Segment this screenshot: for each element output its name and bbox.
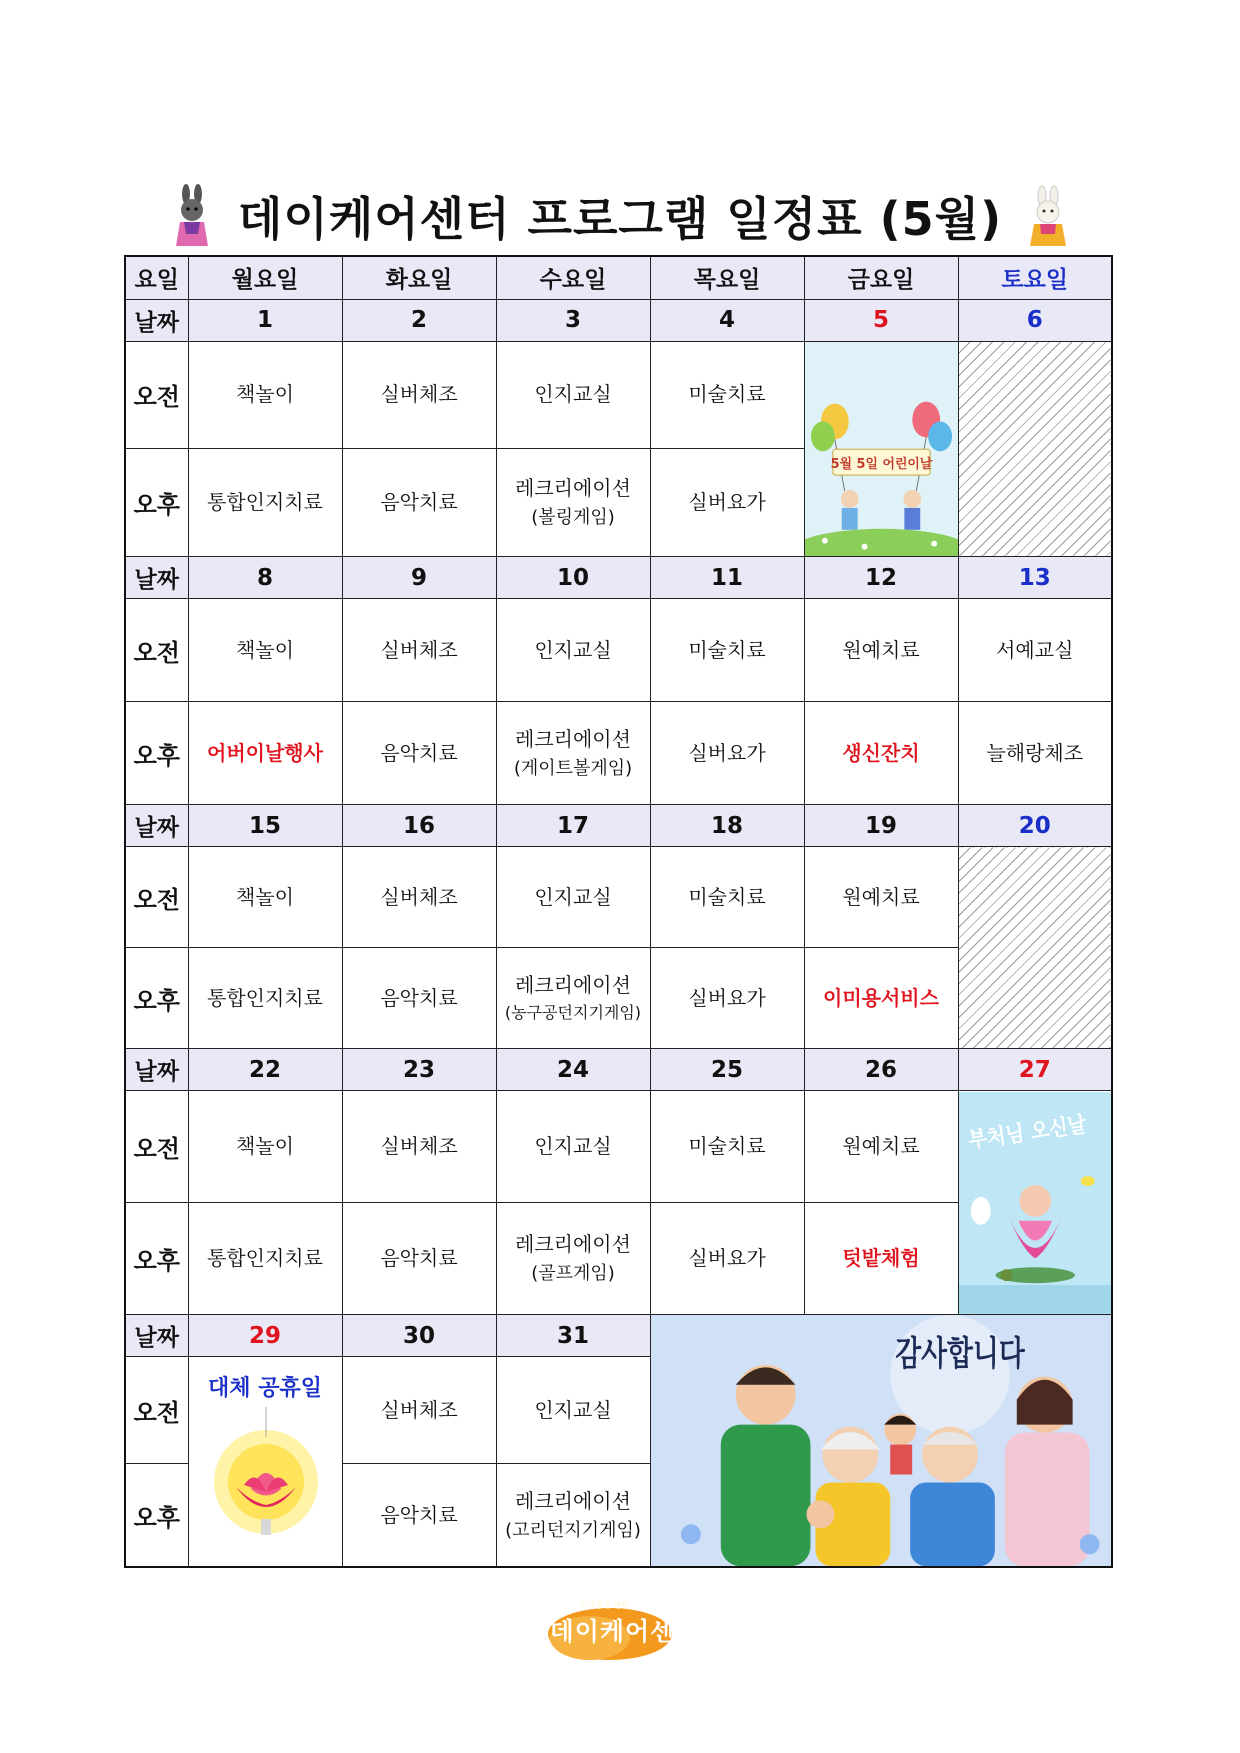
date-cell: 25: [650, 1049, 804, 1091]
activity-cell-highlight: 텃밭체험: [804, 1203, 958, 1315]
date-cell: 8: [188, 557, 342, 599]
activity-cell: 실버체조: [342, 341, 496, 449]
date-cell: 2: [342, 299, 496, 341]
pm-label: 오후: [125, 702, 188, 805]
lotus-lantern-icon: [206, 1407, 326, 1557]
weekday-tue: 화요일: [342, 256, 496, 299]
childrens-day-image: [804, 341, 958, 557]
am-row: [125, 599, 1112, 702]
date-cell: 22: [188, 1049, 342, 1091]
activity-title: 레크리에이션: [515, 726, 631, 751]
date-cell: 3: [496, 299, 650, 341]
am-row: [125, 1091, 1112, 1203]
date-cell: 26: [804, 1049, 958, 1091]
activity-cell: 원예치료: [804, 1091, 958, 1203]
activity-cell: [496, 449, 650, 557]
header-label: 요일: [125, 256, 188, 299]
activity-cell: 실버요가: [650, 948, 804, 1049]
date-cell: 12: [804, 557, 958, 599]
am-label: 오전: [125, 847, 188, 948]
am-label: 오전: [125, 599, 188, 702]
closed-cell: [958, 341, 1112, 557]
logo-tagline: 고객중심 행복: [580, 1601, 629, 1610]
pm-label: 오후: [125, 1464, 188, 1568]
activity-cell-highlight: 어버이날행사: [188, 702, 342, 805]
pm-label: 오후: [125, 449, 188, 557]
activity-cell: 실버체조: [342, 599, 496, 702]
am-row: [125, 341, 1112, 449]
weekday-fri: 금요일: [804, 256, 958, 299]
activity-cell: 미술치료: [650, 599, 804, 702]
date-cell: 18: [650, 805, 804, 847]
date-cell: 9: [342, 557, 496, 599]
activity-cell: [496, 1464, 650, 1568]
activity-cell: 미술치료: [650, 1091, 804, 1203]
activity-cell: 원예치료: [804, 847, 958, 948]
date-label: 날짜: [125, 1315, 188, 1357]
activity-cell: [496, 948, 650, 1049]
activity-cell: 음악치료: [342, 702, 496, 805]
activity-cell: 통합인지치료: [188, 1203, 342, 1315]
page-title: 데이케어센터 프로그램 일정표 (5월): [237, 192, 1003, 246]
childrens-day-banner: 5월 5일 어린이날: [830, 456, 932, 472]
activity-cell: 실버요가: [650, 1203, 804, 1315]
date-cell: 27: [958, 1049, 1112, 1091]
date-cell: 17: [496, 805, 650, 847]
date-cell: 29: [188, 1315, 342, 1357]
activity-cell: [496, 702, 650, 805]
activity-cell: 실버요가: [650, 449, 804, 557]
activity-cell: 원예치료: [804, 599, 958, 702]
activity-cell: [496, 1203, 650, 1315]
date-cell: 5: [804, 299, 958, 341]
date-cell: 23: [342, 1049, 496, 1091]
date-cell: 15: [188, 805, 342, 847]
date-cell: 1: [188, 299, 342, 341]
activity-cell: 음악치료: [342, 1203, 496, 1315]
activity-cell: 미술치료: [650, 341, 804, 449]
activity-cell-highlight: 이미용서비스: [804, 948, 958, 1049]
activity-subtitle: (게이트볼게임): [513, 757, 633, 779]
date-cell: 4: [650, 299, 804, 341]
activity-cell: 통합인지치료: [188, 948, 342, 1049]
weekday-wed: 수요일: [496, 256, 650, 299]
date-label: 날짜: [125, 805, 188, 847]
activity-cell: 통합인지치료: [188, 449, 342, 557]
activity-cell: 인지교실: [496, 1357, 650, 1464]
am-label: 오전: [125, 1091, 188, 1203]
am-label: 오전: [125, 1357, 188, 1464]
date-row: [125, 805, 1112, 847]
weekday-header-row: [125, 256, 1112, 299]
date-cell: 10: [496, 557, 650, 599]
activity-cell: 음악치료: [342, 449, 496, 557]
holiday-cell: [188, 1357, 342, 1568]
date-row: [125, 557, 1112, 599]
activity-cell: 늘해랑체조: [958, 702, 1112, 805]
activity-title: 레크리에이션: [515, 973, 631, 998]
activity-cell: 실버요가: [650, 702, 804, 805]
date-label: 날짜: [125, 299, 188, 341]
activity-cell: 실버체조: [342, 1091, 496, 1203]
date-cell: 31: [496, 1315, 650, 1357]
thanks-caption: 감사합니다: [894, 1333, 1026, 1373]
logo-text: 데이케어센터: [549, 1617, 701, 1646]
date-cell: 20: [958, 805, 1112, 847]
am-row: [125, 847, 1112, 948]
weekday-thu: 목요일: [650, 256, 804, 299]
activity-subtitle: (농구공던지기게임): [504, 1003, 642, 1023]
activity-subtitle: (볼링게임): [531, 507, 615, 529]
date-cell: 30: [342, 1315, 496, 1357]
activity-cell: 책놀이: [188, 847, 342, 948]
activity-cell: 미술치료: [650, 847, 804, 948]
activity-cell: 인지교실: [496, 599, 650, 702]
activity-title: 레크리에이션: [515, 476, 631, 501]
activity-cell: 서예교실: [958, 599, 1112, 702]
date-cell: 11: [650, 557, 804, 599]
date-label: 날짜: [125, 557, 188, 599]
activity-subtitle: (고리던지기게임): [505, 1519, 641, 1541]
holiday-label: 대체 공휴일: [208, 1376, 322, 1402]
pm-label: 오후: [125, 948, 188, 1049]
weekday-mon: 월요일: [188, 256, 342, 299]
activity-cell: 음악치료: [342, 1464, 496, 1568]
pm-row: [125, 702, 1112, 805]
activity-title: 레크리에이션: [515, 1232, 631, 1257]
daycare-logo: [540, 1596, 710, 1666]
buddha-day-caption: 부처님 오신날: [966, 1110, 1103, 1154]
date-cell: 19: [804, 805, 958, 847]
bunny-hanbok-icon: [172, 184, 212, 248]
activity-cell: 실버체조: [342, 847, 496, 948]
date-cell: 16: [342, 805, 496, 847]
activity-title: 레크리에이션: [515, 1488, 631, 1513]
thanks-image: [650, 1315, 1112, 1568]
activity-cell: 책놀이: [188, 341, 342, 449]
schedule-table: [124, 255, 1113, 1568]
date-cell: 13: [958, 557, 1112, 599]
closed-cell: [958, 847, 1112, 1049]
activity-cell: 음악치료: [342, 948, 496, 1049]
weekday-sat: 토요일: [958, 256, 1112, 299]
am-label: 오전: [125, 341, 188, 449]
page-title-row: [0, 178, 1240, 254]
activity-subtitle: (골프게임): [531, 1263, 615, 1285]
date-cell: 6: [958, 299, 1112, 341]
date-label: 날짜: [125, 1049, 188, 1091]
pm-label: 오후: [125, 1203, 188, 1315]
date-row: [125, 1049, 1112, 1091]
buddha-day-image: [958, 1091, 1112, 1315]
activity-cell: 책놀이: [188, 1091, 342, 1203]
activity-cell: 실버체조: [342, 1357, 496, 1464]
activity-cell: 인지교실: [496, 341, 650, 449]
activity-cell-highlight: 생신잔치: [804, 702, 958, 805]
activity-cell: 인지교실: [496, 1091, 650, 1203]
activity-cell: 책놀이: [188, 599, 342, 702]
date-cell: 24: [496, 1049, 650, 1091]
date-row: [125, 299, 1112, 341]
bunny-hanbok-icon: [1028, 184, 1068, 248]
date-row: [125, 1315, 1112, 1357]
activity-cell: 인지교실: [496, 847, 650, 948]
